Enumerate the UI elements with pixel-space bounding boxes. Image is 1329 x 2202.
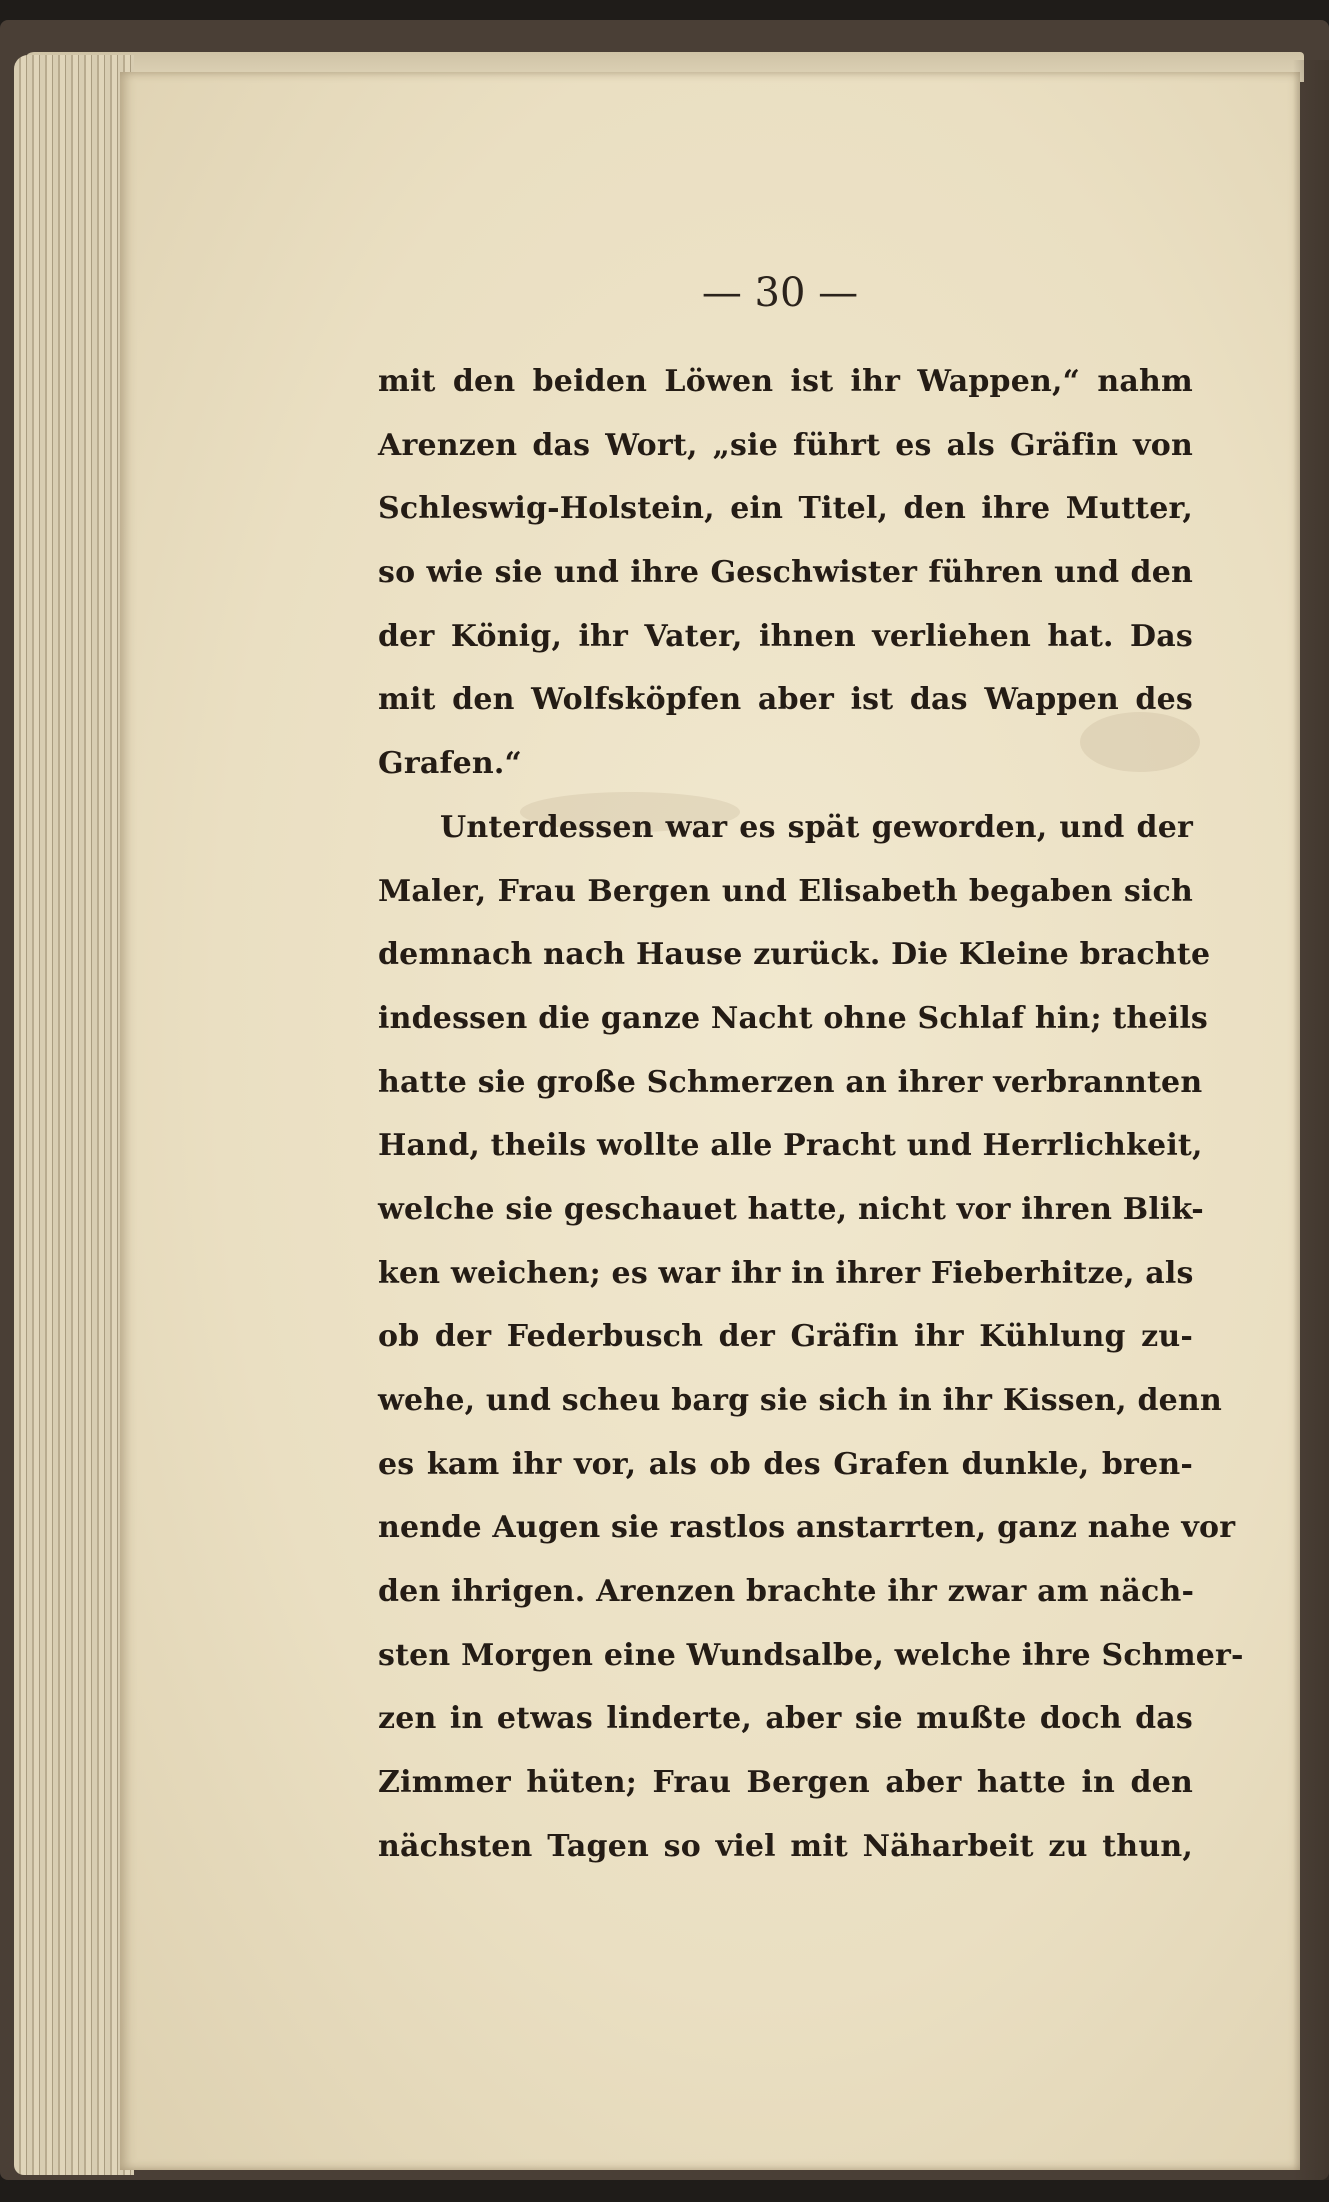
- text-line: Maler, Frau Bergen und Elisabeth begaben sich: [378, 873, 1193, 909]
- text-line: mit den Wolfsköpfen aber ist das Wappen des: [378, 682, 1193, 718]
- binding-shadow: [1293, 60, 1329, 2180]
- text-line: demnach nach Hause zurück. Die Kleine brachte: [378, 937, 1211, 973]
- text-line: den ihrigen. Arenzen brachte ihr zwar am näch-: [378, 1574, 1195, 1610]
- text-line: so wie sie und ihre Geschwister führen und den: [378, 555, 1193, 591]
- text-line: hatte sie große Schmerzen an ihrer verbrannten: [378, 1064, 1203, 1100]
- text-line: Arenzen das Wort, „sie führt es als Gräfin von: [378, 427, 1193, 463]
- text-line: Hand, theils wollte alle Pracht und Herrlichkeit,: [378, 1128, 1203, 1164]
- text-line: zen in etwas linderte, aber sie mußte doch das: [378, 1701, 1193, 1737]
- page-number: — 30 —: [701, 270, 859, 316]
- text-line: sten Morgen eine Wundsalbe, welche ihre Schmer-: [378, 1637, 1244, 1673]
- body-text: [378, 350, 1244, 1879]
- text-line: Zimmer hüten; Frau Bergen aber hatte in den: [378, 1765, 1193, 1801]
- text-line: nende Augen sie rastlos anstarrten, ganz nahe vor: [378, 1510, 1236, 1546]
- text-line: ken weichen; es war ihr in ihrer Fieberhitze, als: [378, 1255, 1194, 1291]
- text-line: ob der Federbusch der Gräfin ihr Kühlung zu-: [378, 1319, 1193, 1355]
- text-line: Schleswig-Holstein, ein Titel, den ihre Mutter,: [378, 491, 1193, 527]
- page-edges-left: [14, 55, 134, 2175]
- text-line: welche sie geschauet hatte, nicht vor ihren Blik-: [378, 1191, 1204, 1227]
- text-line: Grafen.“: [378, 746, 522, 782]
- text-line: nächsten Tagen so viel mit Näharbeit zu thun,: [378, 1828, 1193, 1864]
- text-line: Unterdessen war es spät geworden, und der: [440, 809, 1193, 845]
- text-line: es kam ihr vor, als ob des Grafen dunkle, bren-: [378, 1446, 1193, 1482]
- text-line: indessen die ganze Nacht ohne Schlaf hin; theils: [378, 1000, 1209, 1036]
- text-line: mit den beiden Löwen ist ihr Wappen,“ nahm: [378, 364, 1193, 399]
- text-line: der König, ihr Vater, ihnen verliehen hat. Das: [378, 618, 1193, 654]
- text-line: wehe, und scheu barg sie sich in ihr Kissen, denn: [378, 1383, 1222, 1418]
